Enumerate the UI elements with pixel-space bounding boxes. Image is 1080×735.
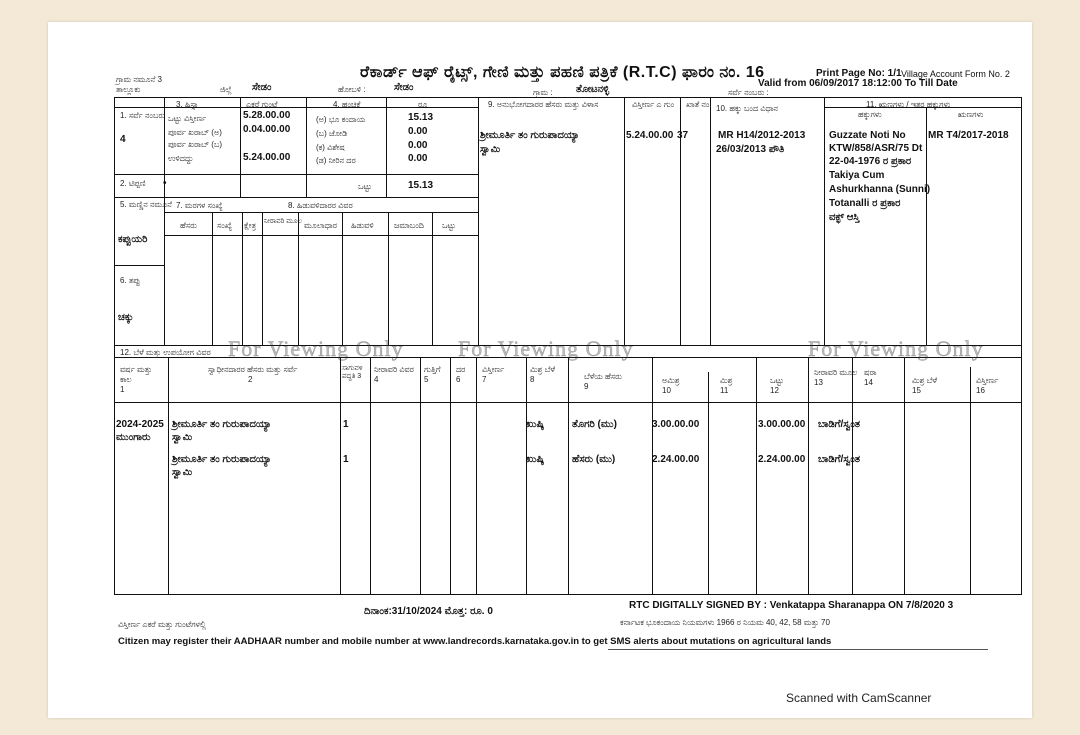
note-line-1: Guzzate Noti No <box>829 130 906 141</box>
sub-head-6: ಹಿಡುವಳಿ <box>351 221 374 230</box>
crop-row-1-total: 3.00.00.00 <box>758 419 806 430</box>
crop-row-2-c3: 1 <box>343 454 349 465</box>
water-rate-value: 0.00 <box>408 153 428 164</box>
crop-col-3: ಸಾಗುವಳಿ ಪದ್ಧತಿ 3 <box>342 365 363 380</box>
note-line-6: Totanalli ರ ಪ್ರಕಾರ <box>829 198 901 209</box>
camscanner-label: Scanned with CamScanner <box>786 691 932 705</box>
crop-row-2-source: ಬಾಡಿಗೆ/ಸ್ವಂತ <box>818 454 861 465</box>
crop-row-2-area: 2.24.00.00 <box>652 454 700 465</box>
village-value: ತೋಟನಳ್ಳಿ <box>576 84 610 95</box>
owner-extent-head: ವಿಸ್ತೀರ್ಣ ಎ ಗುಂ <box>632 100 675 109</box>
total-label: ಒಟ್ಟು <box>358 182 372 191</box>
crop-col-14: ಷರಾ 14 <box>864 368 877 387</box>
aadhaar-notice: Citizen may register their AADHAAR number and mobile number at www.landrecords.karnataka.gov.in to get SMS alerts about mutations on agricultural lands <box>118 636 832 647</box>
crop-col-13: ನೀರಾವರಿ ಮೂಲ 13 <box>814 368 858 387</box>
cess-label: (ಕ) ವಿಶೇಷ <box>316 143 345 152</box>
crop-col-8: ಮಿಶ್ರ ಬೆಳೆ 8 <box>530 365 556 384</box>
survey-head: 1. ಸರ್ವೆ ನಂಬರು <box>120 111 166 120</box>
print-page: Print Page No: 1/1 <box>816 68 902 79</box>
assessment-head: 4. ಹಂಚಿಕೆ <box>333 100 361 109</box>
rights-head: ಹಕ್ಕುಗಳು <box>858 110 882 119</box>
crop-row-2-c8: ಖುಷ್ಕಿ <box>526 454 545 465</box>
sub-head-5: ಮೂಲಾಧಾರ <box>304 221 337 230</box>
survey-number: 4 <box>120 134 126 145</box>
tree-head: 6. ತಪ್ಪು <box>120 276 141 285</box>
note-line-7: ವಕ್ಫ್ ಆಸ್ತಿ <box>829 212 860 223</box>
land-revenue-label: (ಅ) ಭೂ ಕಂದಾಯ <box>316 115 366 124</box>
extent-label: ಒಟ್ಟು ವಿಸ್ತೀರ್ಣ <box>168 114 207 123</box>
crop-row-2-total: 2.24.00.00 <box>758 454 806 465</box>
owner-name-2: ಸ್ವಾಮಿ <box>480 144 501 155</box>
jodi-label: (ಬ) ಜೋಡಿ <box>316 129 348 138</box>
crop-col-6: ದರ 6 <box>456 365 466 384</box>
footer-note-left: ವಿಸ್ತೀರ್ಣ ಎಕರೆ ಮತ್ತು ಗುಂಟೆಗಳಲ್ಲಿ <box>118 620 206 629</box>
jodi-value: 0.00 <box>408 126 428 137</box>
watermark-2: For Viewing Only <box>458 336 634 361</box>
crop-head: 12. ಬೆಳೆ ಮತ್ತು ಉಪಯೋಗ ವಿವರ <box>120 348 211 357</box>
village-label: ಗ್ರಾಮ : <box>533 88 553 97</box>
hobli-value: ಸೇಡಂ <box>394 82 414 93</box>
kharab-a-value: 0.04.00.00 <box>243 124 291 135</box>
note-line-3: 22-04-1976 ರ ಪ್ರಕಾರ <box>829 156 912 167</box>
district-label: ಜಿಲ್ಲೆ <box>220 85 232 94</box>
trees-head: 7. ಮರಗಳ ಸಂಖ್ಯೆ <box>176 201 223 210</box>
crop-row-1-area: 3.00.00.00 <box>652 419 700 430</box>
village-account-form: Village Account Form No. 2 <box>901 69 1010 79</box>
liabilities-head: ಋಣಗಳು <box>958 110 984 119</box>
crop-row-2-name2: ಸ್ವಾಮಿ <box>172 467 193 478</box>
crop-col-12: ಒಟ್ಟು 12 <box>770 376 784 395</box>
crop-col-16: ವಿಸ್ತೀರ್ಣ 16 <box>976 376 999 395</box>
crop-col-4: ನೀರಾವರಿ ವಿವರ 4 <box>374 365 414 384</box>
crop-row-1-c8: ಖುಷ್ಕಿ <box>526 419 545 430</box>
remaining-label: ಉಳಿದದ್ದು <box>168 154 194 163</box>
mutation-1-date: 26/03/2013 ಪೌತಿ <box>716 144 785 155</box>
sub-head-7: ಜಮಾಬಂದಿ <box>394 221 424 230</box>
kharab-b-label: ಪೂರ್ವ ಖರಾಬ್ (ಬ) <box>168 140 223 149</box>
crop-col-11: ಮಿಶ್ರ 11 <box>720 376 733 395</box>
cess-value: 0.00 <box>408 140 428 151</box>
digital-signature: RTC DIGITALLY SIGNED BY : Venkatappa Sharanappa ON 7/8/2020 3 <box>629 600 954 611</box>
crop-row-1-crop: ತೊಗರಿ (ಮು) <box>572 419 617 430</box>
crop-row-1-name: ಶ್ರೀಮೂರ್ತಿ ತಂ ಗುರುಪಾದಯ್ಯಾ <box>172 419 272 430</box>
remaining-value: 5.24.00.00 <box>243 152 291 163</box>
sub-head-8: ಒಟ್ಟು <box>442 221 456 230</box>
crop-col-5: ಗುತ್ತಿಗೆ 5 <box>424 365 441 384</box>
mutation-2: MR T4/2017-2018 <box>928 130 1009 141</box>
kharab-a-label: ಪೂರ್ವ ಖರಾಬ್ (ಅ) <box>168 128 222 137</box>
crop-col-15: ಮಿಶ್ರ ಬೆಳೆ 15 <box>912 376 938 395</box>
total-value: 15.13 <box>408 180 434 191</box>
crop-col-2: ಸ್ವಾಧೀನದಾರರ ಹೆಸರು ಮತ್ತು ಸರ್ವೆ 2 <box>208 365 298 384</box>
mutation-1: MR H14/2012-2013 <box>718 130 806 141</box>
khata-number: 37 <box>677 130 689 141</box>
crop-col-10: ಅಮಿಶ್ರ 10 <box>662 376 680 395</box>
holders-head: 8. ಹಿಡುವಳಿದಾರರ ವಿವರ <box>288 201 353 210</box>
owner-name: ಶ್ರೀಮೂರ್ತಿ ತಂ ಗುರುಪಾದಯ್ಯಾ <box>480 130 580 141</box>
hobli-label: ಹೋಬಳಿ : <box>338 85 366 94</box>
note-line-4: Takiya Cum <box>829 170 885 181</box>
owner-head: 9. ಅನುಭೋಗದಾರರ ಹೆಸರು ಮತ್ತು ವಿಳಾಸ <box>488 100 599 109</box>
rupees-head: ರೂ <box>418 100 428 109</box>
crop-row-1-source: ಬಾಡಿಗೆ/ಸ್ವಂತ <box>818 419 861 430</box>
extent-value: 5.28.00.00 <box>243 110 291 121</box>
rtc-document <box>48 22 1032 718</box>
document-title: ರೆಕಾರ್ಡ್ ಆಫ್ ರೈಟ್ಸ್, ಗೇಣಿ ಮತ್ತು ಪಹಣಿ ಪತ್ರಿಕೆ (R.T.C) ಫಾರಂ ನಂ. 16 <box>360 64 765 81</box>
header-left-1: ಗ್ರಾಮ ನಮೂನೆ 3 <box>116 75 162 84</box>
right-acquired-head: 10. ಹಕ್ಕು ಬಂದ ವಿಧಾನ <box>716 104 778 113</box>
note-line-2: KTW/858/ASR/75 Dt <box>829 143 923 154</box>
hissa-head: 3. ಹಿಸ್ಸಾ <box>176 100 199 109</box>
note-line-5: Ashurkhanna (Sunni) <box>829 184 931 195</box>
crop-row-2-name: ಶ್ರೀಮೂರ್ತಿ ತಂ ಗುರುಪಾದಯ್ಯಾ <box>172 454 272 465</box>
sub-head-4: ನೀರಾವರಿ ಮೂಲ <box>264 218 302 225</box>
crop-row-1-year: 2024-2025 <box>116 419 164 430</box>
encumbrance-head: 11. ಋಣಗಳು / ಇತರ ಹಕ್ಕುಗಳು <box>866 100 951 109</box>
tax-head: 2. ಟಿಪ್ಪಣಿ <box>120 179 146 188</box>
extent-head: ಎಕರೆ ಗುಂಟೆ <box>246 100 278 109</box>
crop-row-2-crop: ಹೆಸರು (ಮು) <box>572 454 616 465</box>
owner-extent: 5.24.00.00 <box>626 130 674 141</box>
water-rate-label: (ಡ) ನೀರಿನ ದರ <box>316 156 356 165</box>
watermark-1: For Viewing Only <box>228 336 404 361</box>
survey-label: ಸರ್ವೆ ನಂಬರು : <box>728 88 769 97</box>
sub-head-2: ಸಂಖ್ಯೆ <box>217 221 233 230</box>
crop-col-1: ವರ್ಷ ಮತ್ತು ಕಾಲ 1 <box>120 365 153 394</box>
validity: Valid from 06/09/2017 18:12:00 To Till Date <box>758 78 958 89</box>
watermark-3: For Viewing Only <box>808 336 984 361</box>
crop-row-1-name2: ಸ್ವಾಮಿ <box>172 432 193 443</box>
crop-row-1-season: ಮುಂಗಾರು <box>116 432 151 443</box>
tax-value: • <box>163 178 167 189</box>
header-left-2: ತಾಲ್ಲೂಕು <box>116 85 141 94</box>
sub-head-1: ಹೆಸರು <box>180 221 197 230</box>
sub-head-3: ಕ್ಷೇತ್ರ <box>244 221 257 230</box>
soil-head: 5. ಮಣ್ಣಿನ ನಮೂನೆ <box>120 200 172 209</box>
crop-col-9: ಬೆಳೆಯ ಹೆಸರು 9 <box>584 372 622 391</box>
land-revenue-value: 15.13 <box>408 112 434 123</box>
district-value: ಸೇಡಂ <box>252 82 272 93</box>
tree-value: ಚಕ್ಕು <box>118 312 134 323</box>
print-date: ದಿನಾಂಕ:31/10/2024 ಮೊತ್ತ: ರೂ. 0 <box>364 606 493 617</box>
crop-row-1-c3: 1 <box>343 419 349 430</box>
footer-note-right: ಕರ್ನಾಟಕ ಭೂಕಂದಾಯ ನಿಯಮಗಳು 1966 ರ ನಿಯಮ 40, 42, 58 ಮತ್ತು 70 <box>620 618 830 627</box>
khata-head: ಖಾತೆ ನಂ. <box>686 100 712 109</box>
soil-value: ಕಪ್ಪುಯರಿ <box>118 234 148 245</box>
crop-col-7: ವಿಸ್ತೀರ್ಣ 7 <box>482 365 505 384</box>
